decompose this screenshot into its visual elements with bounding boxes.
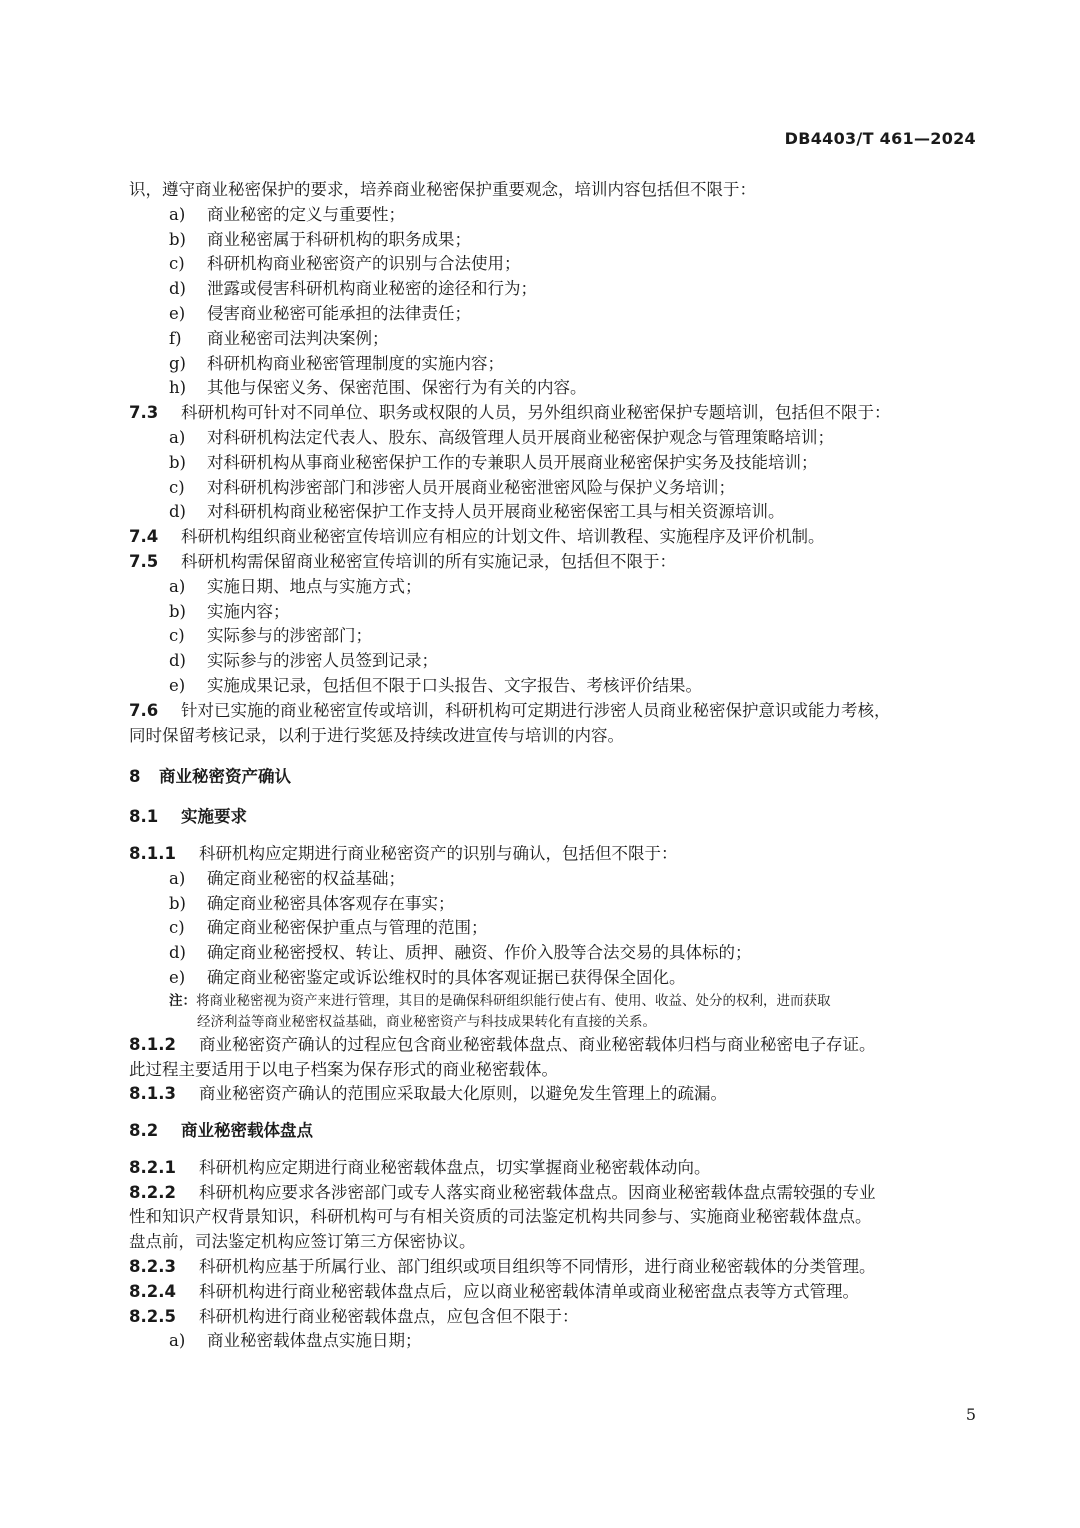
list-text: 科研机构商业秘密管理制度的实施内容； xyxy=(207,353,504,373)
clause-8-2-3 xyxy=(129,1255,989,1280)
list-label: c) xyxy=(169,477,185,497)
list-label: c) xyxy=(169,626,185,646)
list-label: b) xyxy=(169,452,186,472)
document-body xyxy=(129,178,989,1354)
clause-text: 科研机构应定期进行商业秘密载体盘点，切实掌握商业秘密载体动向。 xyxy=(199,1157,711,1177)
list-text: 其他与保密义务、保密范围、保密行为有关的内容。 xyxy=(207,378,587,398)
clause-number: 8.2.1 xyxy=(129,1157,176,1177)
list-text: 商业秘密的定义与重要性； xyxy=(207,204,405,224)
list-text: 对科研机构商业秘密保护工作支持人员开展商业秘密保密工具与相关资源培训。 xyxy=(207,502,785,522)
section-heading-8 xyxy=(129,765,989,790)
list-text: 商业秘密属于科研机构的职务成果； xyxy=(207,229,471,249)
subsection-heading-8-1 xyxy=(129,805,989,830)
clause-text: 科研机构应定期进行商业秘密资产的识别与确认，包括但不限于： xyxy=(199,843,678,863)
list-item xyxy=(129,203,989,228)
page-number: 5 xyxy=(965,1405,976,1424)
list-text: 泄露或侵害科研机构商业秘密的途径和行为； xyxy=(207,279,537,299)
list-item xyxy=(129,941,989,966)
list-item xyxy=(129,302,989,327)
clause-number: 8.1.2 xyxy=(129,1034,176,1054)
clause-7-4 xyxy=(129,525,989,550)
note-label: 注： xyxy=(169,992,196,1009)
list-item xyxy=(129,600,989,625)
note-continuation: 经济利益等商业秘密权益基础，商业秘密资产与科技成果转化有直接的关系。 xyxy=(197,1013,656,1030)
list-item xyxy=(129,228,989,253)
list-item xyxy=(129,451,989,476)
list-item xyxy=(129,966,989,991)
clause-text: 科研机构应基于所属行业、部门组织或项目组织等不同情形，进行商业秘密载体的分类管理。 xyxy=(199,1257,876,1277)
list-item xyxy=(129,426,989,451)
list-label: d) xyxy=(169,651,186,671)
list-text: 侵害商业秘密可能承担的法律责任； xyxy=(207,303,471,323)
clause-number: 7.3 xyxy=(129,403,159,423)
list-item xyxy=(129,674,989,699)
list-label: d) xyxy=(169,279,186,299)
clause-text: 科研机构应要求各涉密部门或专人落实商业秘密载体盘点。因商业秘密载体盘点需较强的专业 xyxy=(199,1182,876,1202)
clause-number: 8.2.2 xyxy=(129,1182,176,1202)
list-label: a) xyxy=(169,204,186,224)
list-label: b) xyxy=(169,893,186,913)
list-text: 确定商业秘密授权、转让、质押、融资、作价入股等合法交易的具体标的； xyxy=(207,943,752,963)
list-text: 确定商业秘密保护重点与管理的范围； xyxy=(207,918,488,938)
paragraph-continuation: 识，遵守商业秘密保护的要求，培养商业秘密保护重要观念，培训内容包括但不限于： xyxy=(129,180,756,199)
clause-8-1-3 xyxy=(129,1082,989,1107)
clause-8-2-1 xyxy=(129,1156,989,1181)
list-text: 确定商业秘密鉴定或诉讼维权时的具体客观证据已获得保全固化。 xyxy=(207,967,686,987)
list-text: 确定商业秘密的权益基础； xyxy=(207,868,405,888)
list-label: g) xyxy=(169,353,186,373)
list-text: 实际参与的涉密人员签到记录； xyxy=(207,651,438,671)
list-text: 实施成果记录，包括但不限于口头报告、文字报告、考核评价结果。 xyxy=(207,675,702,695)
note xyxy=(129,991,989,1012)
section-number: 8.2 xyxy=(129,1121,159,1141)
clause-number: 8.1.1 xyxy=(129,843,176,863)
list-item xyxy=(129,252,989,277)
list-item xyxy=(129,277,989,302)
list-label: e) xyxy=(169,675,186,695)
clause-text: 针对已实施的商业秘密宣传或培训，科研机构可定期进行涉密人员商业秘密保护意识或能力考核， xyxy=(181,700,891,720)
list-item xyxy=(129,376,989,401)
clause-number: 7.5 xyxy=(129,551,159,571)
list-label: c) xyxy=(169,254,185,274)
list-text: 商业秘密司法判决案例； xyxy=(207,328,389,348)
list-text: 对科研机构涉密部门和涉密人员开展商业秘密泄密风险与保护义务培训； xyxy=(207,477,735,497)
section-title: 商业秘密载体盘点 xyxy=(181,1121,313,1141)
subsection-heading-8-2 xyxy=(129,1119,989,1144)
list-label: b) xyxy=(169,229,186,249)
list-item xyxy=(129,327,989,352)
list-text: 科研机构商业秘密资产的识别与合法使用； xyxy=(207,254,521,274)
list-item xyxy=(129,649,989,674)
list-item xyxy=(129,916,989,941)
clause-7-5 xyxy=(129,550,989,575)
clause-number: 8.2.3 xyxy=(129,1257,176,1277)
clause-7-3 xyxy=(129,401,989,426)
list-item xyxy=(129,1329,989,1354)
section-title: 实施要求 xyxy=(181,807,247,827)
standard-code: DB4403/T 461—2024 xyxy=(784,129,976,148)
list-label: e) xyxy=(169,303,186,323)
list-label: e) xyxy=(169,967,186,987)
list-label: h) xyxy=(169,378,187,398)
section-number: 8.1 xyxy=(129,807,159,827)
list-text: 实际参与的涉密部门； xyxy=(207,626,372,646)
note-text: 将商业秘密视为资产来进行管理，其目的是确保科研组织能行使占有、使用、收益、处分的权利，进而获取 xyxy=(196,992,831,1009)
clause-8-1-2 xyxy=(129,1033,989,1058)
list-label: d) xyxy=(169,502,186,522)
list-item xyxy=(129,476,989,501)
clause-number: 7.4 xyxy=(129,527,159,547)
clause-7-6 xyxy=(129,699,989,724)
list-label: c) xyxy=(169,918,185,938)
list-text: 对科研机构从事商业秘密保护工作的专兼职人员开展商业秘密保护实务及技能培训； xyxy=(207,452,818,472)
section-title: 商业秘密资产确认 xyxy=(159,767,291,787)
list-item xyxy=(129,892,989,917)
list-text: 对科研机构法定代表人、股东、高级管理人员开展商业秘密保护观念与管理策略培训； xyxy=(207,427,834,447)
list-item xyxy=(129,500,989,525)
section-number: 8 xyxy=(129,767,141,787)
list-label: f) xyxy=(169,328,182,348)
clause-number: 8.1.3 xyxy=(129,1084,176,1104)
clause-text: 商业秘密资产确认的范围应采取最大化原则，以避免发生管理上的疏漏。 xyxy=(199,1084,727,1104)
clause-text: 科研机构可针对不同单位、职务或权限的人员，另外组织商业秘密保护专题培训，包括但不限于： xyxy=(181,403,891,423)
list-label: b) xyxy=(169,601,186,621)
list-text: 实施内容； xyxy=(207,601,290,621)
clause-text: 科研机构进行商业秘密载体盘点，应包含但不限于： xyxy=(199,1306,579,1326)
list-label: a) xyxy=(169,1331,186,1351)
list-text: 商业秘密载体盘点实施日期； xyxy=(207,1331,422,1351)
clause-number: 8.2.4 xyxy=(129,1281,176,1301)
clause-text: 商业秘密资产确认的过程应包含商业秘密载体盘点、商业秘密载体归档与商业秘密电子存证。 xyxy=(199,1034,876,1054)
list-item xyxy=(129,867,989,892)
list-label: d) xyxy=(169,943,186,963)
clause-text: 科研机构进行商业秘密载体盘点后，应以商业秘密载体清单或商业秘密盘点表等方式管理。 xyxy=(199,1281,859,1301)
list-text: 确定商业秘密具体客观存在事实； xyxy=(207,893,455,913)
list-label: a) xyxy=(169,427,186,447)
clause-8-2-5 xyxy=(129,1305,989,1330)
clause-text: 科研机构组织商业秘密宣传培训应有相应的计划文件、培训教程、实施程序及评价机制。 xyxy=(181,527,825,547)
clause-number: 8.2.5 xyxy=(129,1306,176,1326)
clause-continuation: 同时保留考核记录，以利于进行奖惩及持续改进宣传与培训的内容。 xyxy=(129,725,624,745)
clause-continuation: 此过程主要适用于以电子档案为保存形式的商业秘密载体。 xyxy=(129,1059,558,1079)
list-item xyxy=(129,352,989,377)
clause-continuation: 性和知识产权背景知识，科研机构可与有相关资质的司法鉴定机构共同参与、实施商业秘密载体盘点。 xyxy=(129,1207,872,1227)
list-label: a) xyxy=(169,868,186,888)
clause-continuation: 盘点前，司法鉴定机构应签订第三方保密协议。 xyxy=(129,1232,476,1252)
list-text: 实施日期、地点与实施方式； xyxy=(207,576,422,596)
list-label: a) xyxy=(169,576,186,596)
clause-8-1-1 xyxy=(129,842,989,867)
clause-number: 7.6 xyxy=(129,700,159,720)
clause-8-2-2 xyxy=(129,1181,989,1206)
clause-8-2-4 xyxy=(129,1280,989,1305)
clause-text: 科研机构需保留商业秘密宣传培训的所有实施记录，包括但不限于： xyxy=(181,551,676,571)
list-item xyxy=(129,624,989,649)
list-item xyxy=(129,575,989,600)
